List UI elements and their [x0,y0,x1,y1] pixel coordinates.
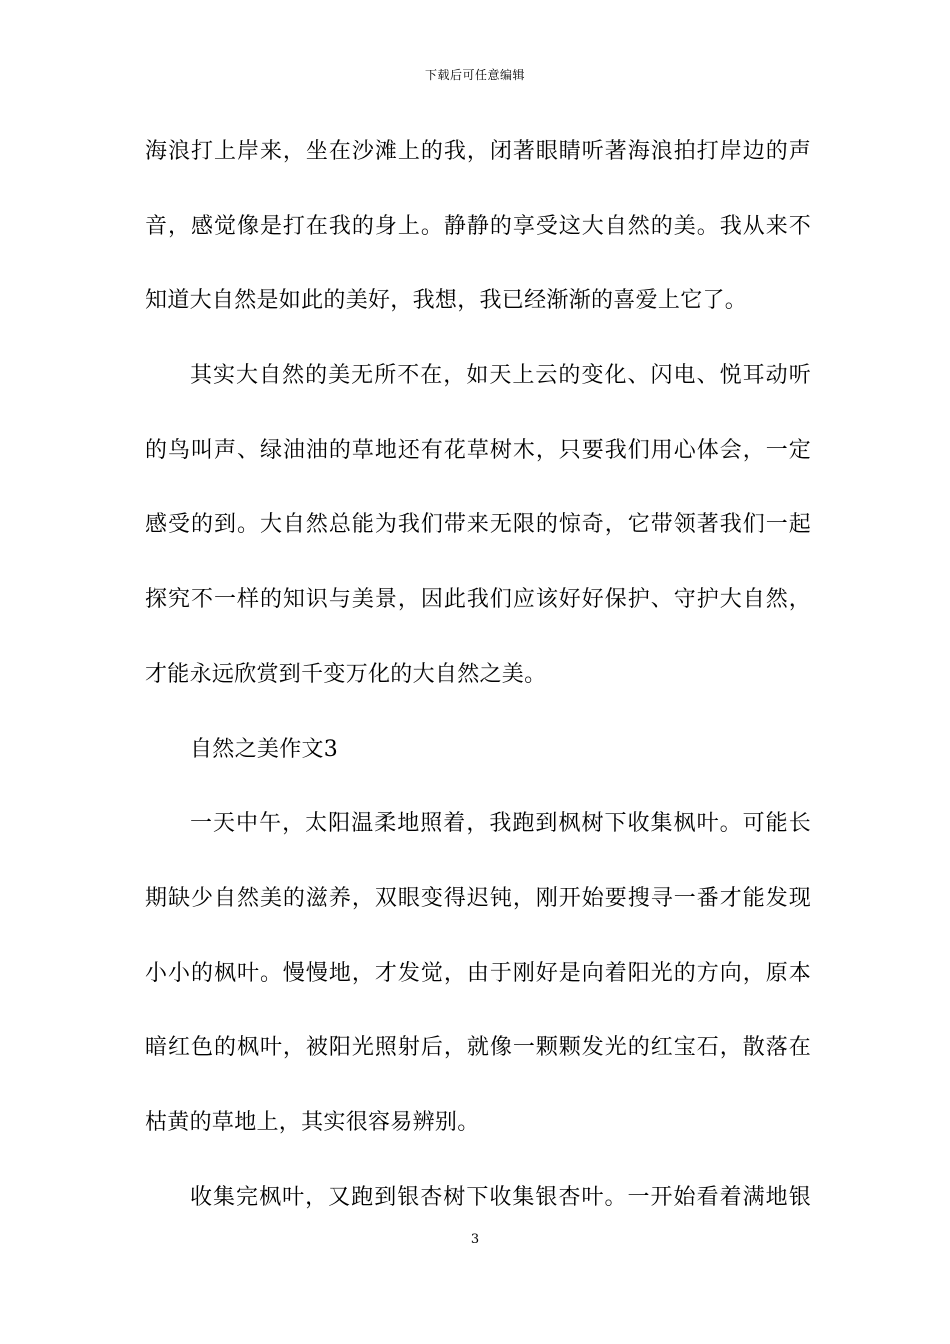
page-header: 下载后可任意编辑 [424,68,525,82]
paragraph-start-line: 收集完枫叶，又跑到银杏树下收集银杏叶。一开始看着满地银 [190,1184,811,1210]
section-heading: 自然之美作文3 [190,736,339,762]
text-line: 小小的枫叶。慢慢地，才发觉，由于刚好是向着阳光的方向，原本 [145,960,811,986]
paragraph-start-line: 一天中午，太阳温柔地照着，我跑到枫树下收集枫叶。可能长 [190,811,811,837]
text-line: 的鸟叫声、绿油油的草地还有花草树木，只要我们用心体会，一定 [145,437,811,463]
text-line: 音，感觉像是打在我的身上。静静的享受这大自然的美。我从来不 [145,213,811,239]
text-line: 才能永远欣赏到千变万化的大自然之美。 [145,661,547,687]
text-line: 期缺少自然美的滋养，双眼变得迟钝，刚开始要搜寻一番才能发现 [145,885,811,911]
text-line: 感受的到。大自然总能为我们带来无限的惊奇，它带领著我们一起 [145,512,811,538]
text-line: 海浪打上岸来，坐在沙滩上的我，闭著眼睛听著海浪拍打岸边的声 [145,139,811,164]
body-text [145,126,811,1246]
text-line: 知道大自然是如此的美好，我想，我已经渐渐的喜爱上它了。 [145,288,748,314]
text-line: 探究不一样的知识与美景，因此我们应该好好保护、守护大自然， [145,587,811,613]
text-line: 暗红色的枫叶，被阳光照射后，就像一颗颗发光的红宝石，散落在 [145,1035,811,1061]
page-number: 3 [470,1232,480,1247]
paragraph-start-line: 其实大自然的美无所不在，如天上云的变化、闪电、悦耳动听 [190,363,811,389]
text-line: 枯黄的草地上，其实很容易辨别。 [145,1109,480,1135]
